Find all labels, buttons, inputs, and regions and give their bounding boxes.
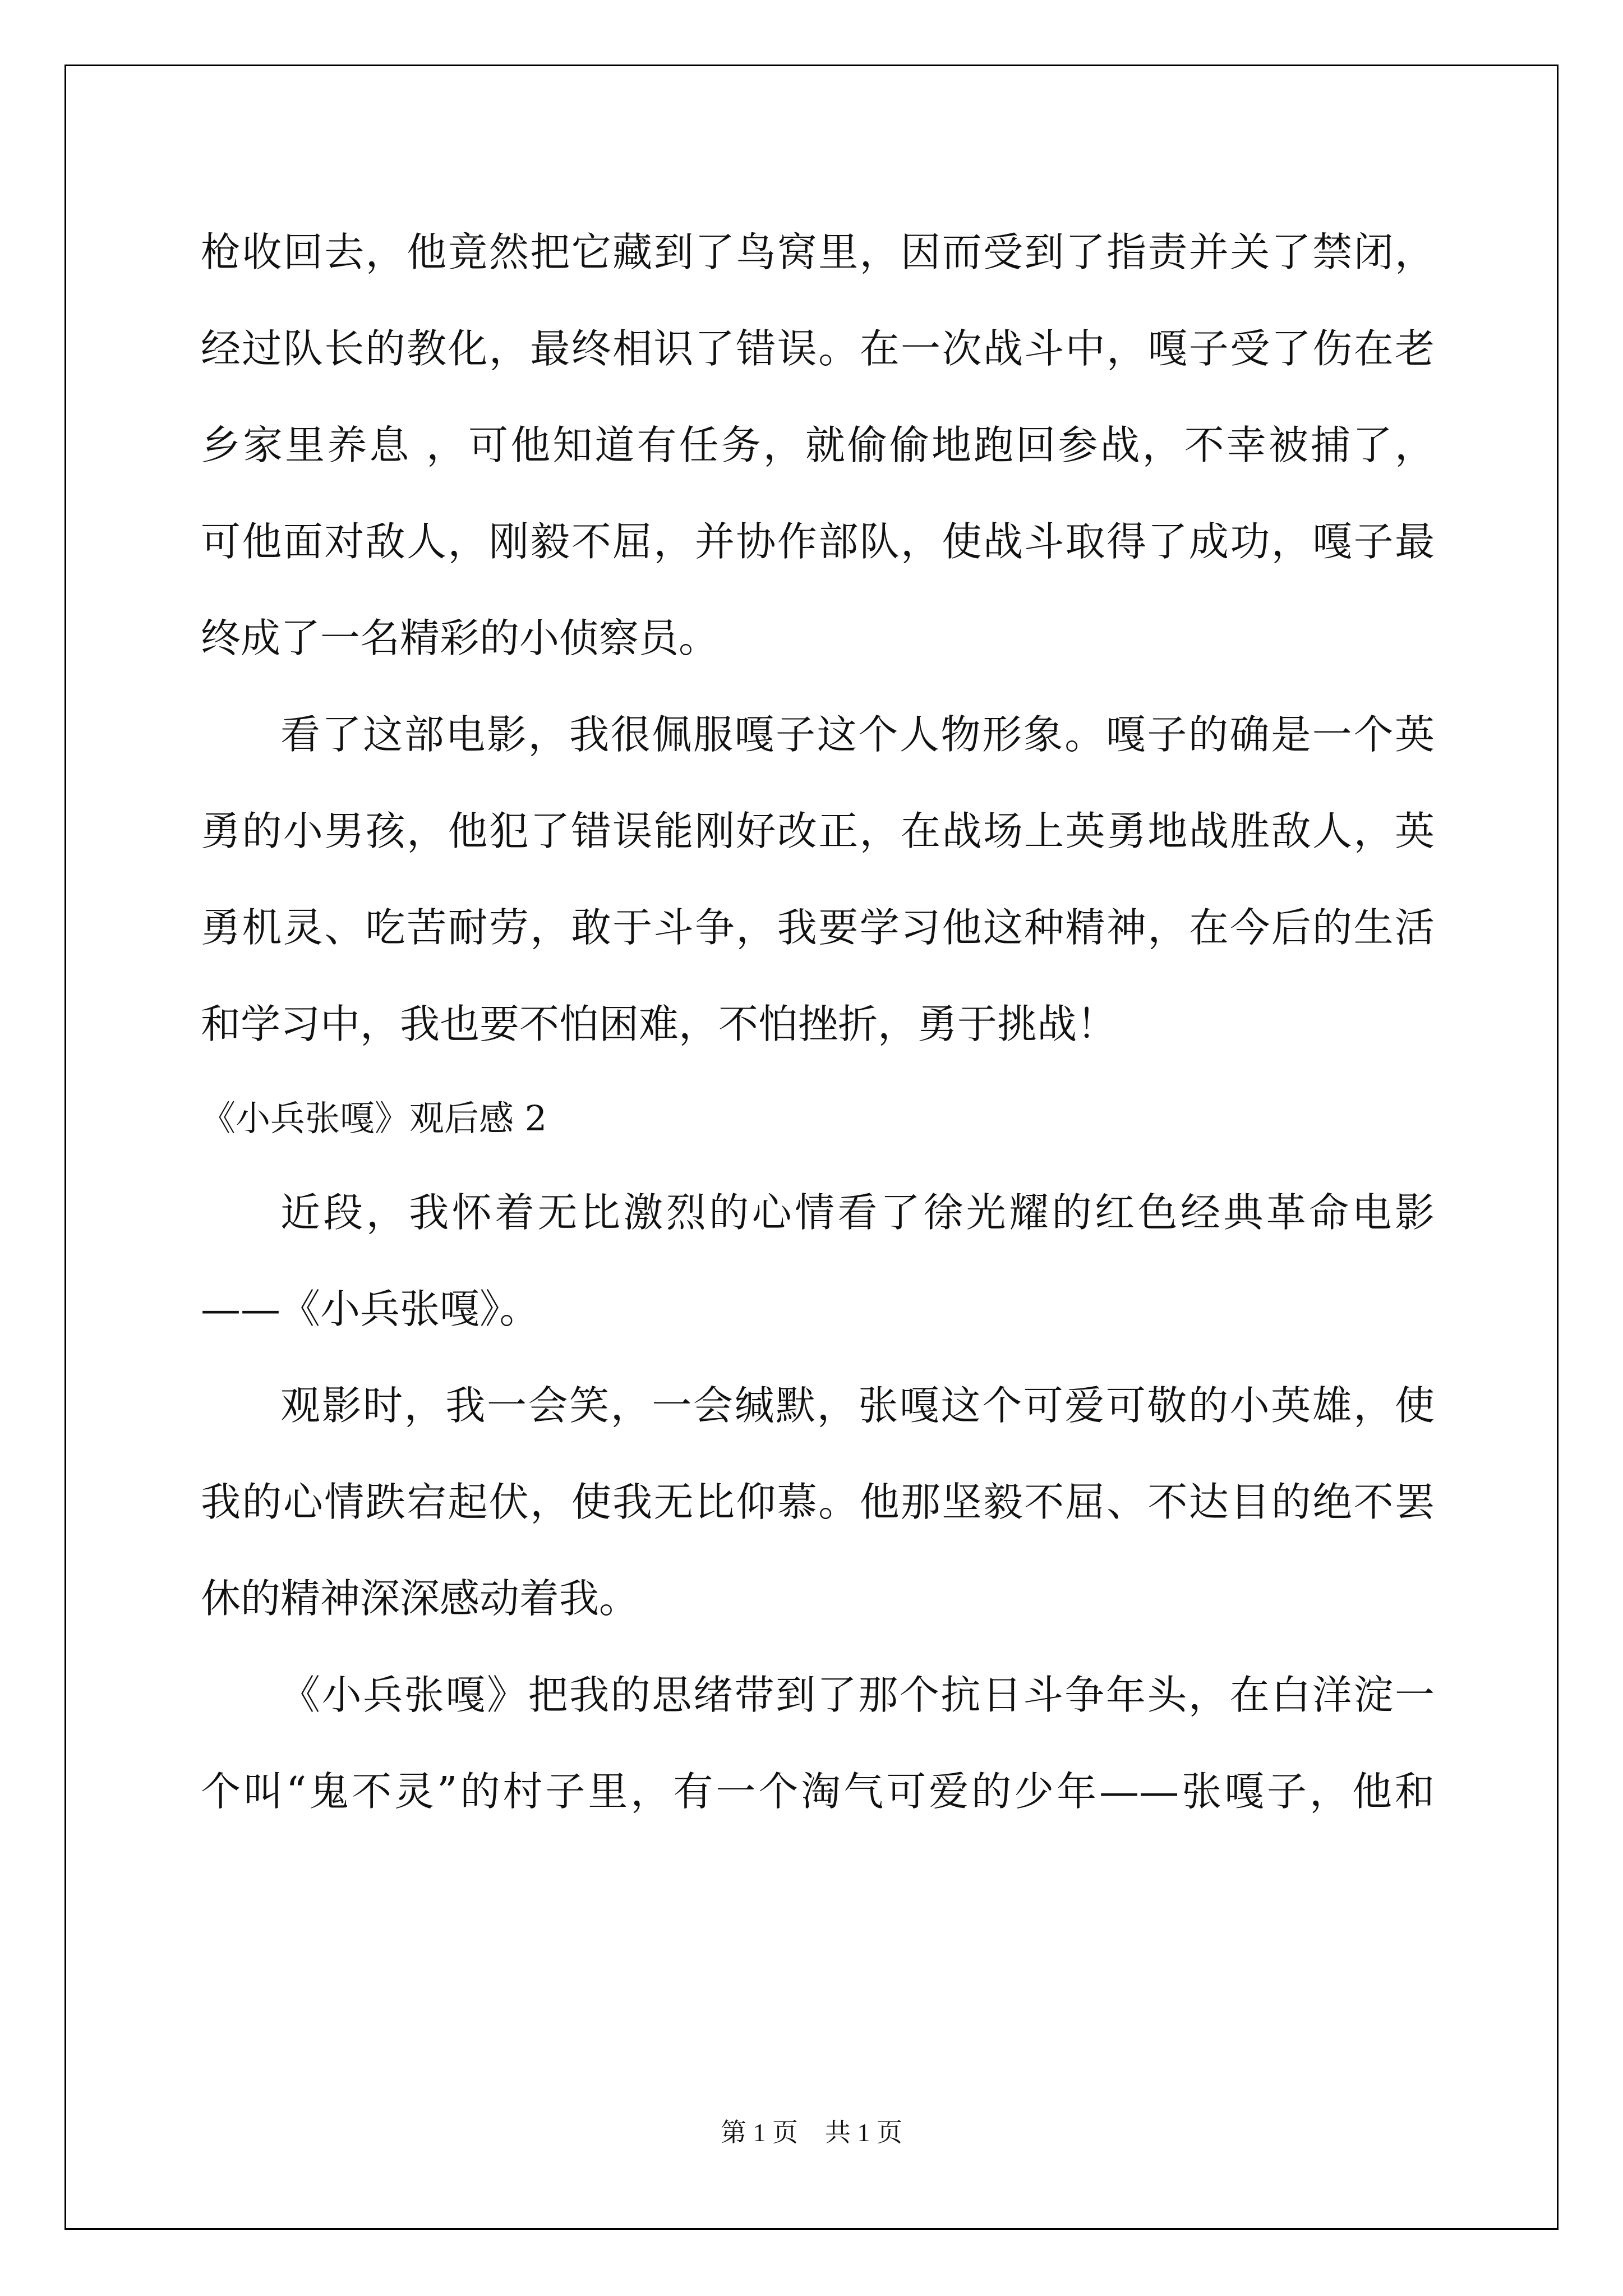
- paragraph-line: 可他面对敌人，刚毅不屈，并协作部队，使战斗取得了成功，嘎子最: [201, 518, 1435, 565]
- paragraph-line: ——《小兵张嘎》。: [201, 1286, 540, 1332]
- paragraph-line: 近段，我怀着无比激烈的心情看了徐光耀的红色经典革命电影: [280, 1189, 1435, 1236]
- document-body: [201, 204, 1435, 1840]
- paragraph-line: 《小兵张嘎》把我的思绪带到了那个抗日斗争年头，在白洋淀一: [280, 1672, 1435, 1718]
- paragraph-line: 经过队长的教化，最终相识了错误。在一次战斗中，嘎子受了伤在老: [201, 325, 1435, 372]
- page-number: 第 1 页: [721, 2118, 798, 2147]
- paragraph-line: 和学习中，我也要不怕困难，不怕挫折，勇于挑战！: [201, 1001, 1117, 1047]
- paragraph-line: 枪收回去，他竟然把它藏到了鸟窝里，因而受到了指责并关了禁闭，: [201, 229, 1435, 275]
- paragraph-line: 乡家里养息 ，可他知道有任务，就偷偷地跑回参战，不幸被捕了，: [201, 422, 1435, 468]
- paragraph-line: 看了这部电影，我很佩服嘎子这个人物形象。嘎子的确是一个英: [280, 711, 1435, 758]
- paragraph-line: 个叫“鬼不灵”的村子里，有一个淘气可爱的少年——张嘎子，他和: [201, 1768, 1435, 1815]
- section-heading: 《小兵张嘎》观后感 2: [201, 1098, 547, 1139]
- paragraph-line: 我的心情跌宕起伏，使我无比仰慕。他那坚毅不屈、不达目的绝不罢: [201, 1479, 1435, 1525]
- paragraph-line: 勇机灵、吃苦耐劳，敢于斗争，我要学习他这种精神，在今后的生活: [201, 904, 1435, 951]
- paragraph-line: 休的精神深深感动着我。: [201, 1575, 639, 1622]
- paragraph-line: 观影时，我一会笑，一会缄默，张嘎这个可爱可敬的小英雄，使: [280, 1382, 1435, 1429]
- page-total: 共 1 页: [825, 2118, 902, 2147]
- paragraph-line: 终成了一名精彩的小侦察员。: [201, 615, 719, 661]
- paragraph-line: 勇的小男孩，他犯了错误能刚好改正，在战场上英勇地战胜敌人，英: [201, 808, 1435, 854]
- page-footer: [0, 2112, 1623, 2149]
